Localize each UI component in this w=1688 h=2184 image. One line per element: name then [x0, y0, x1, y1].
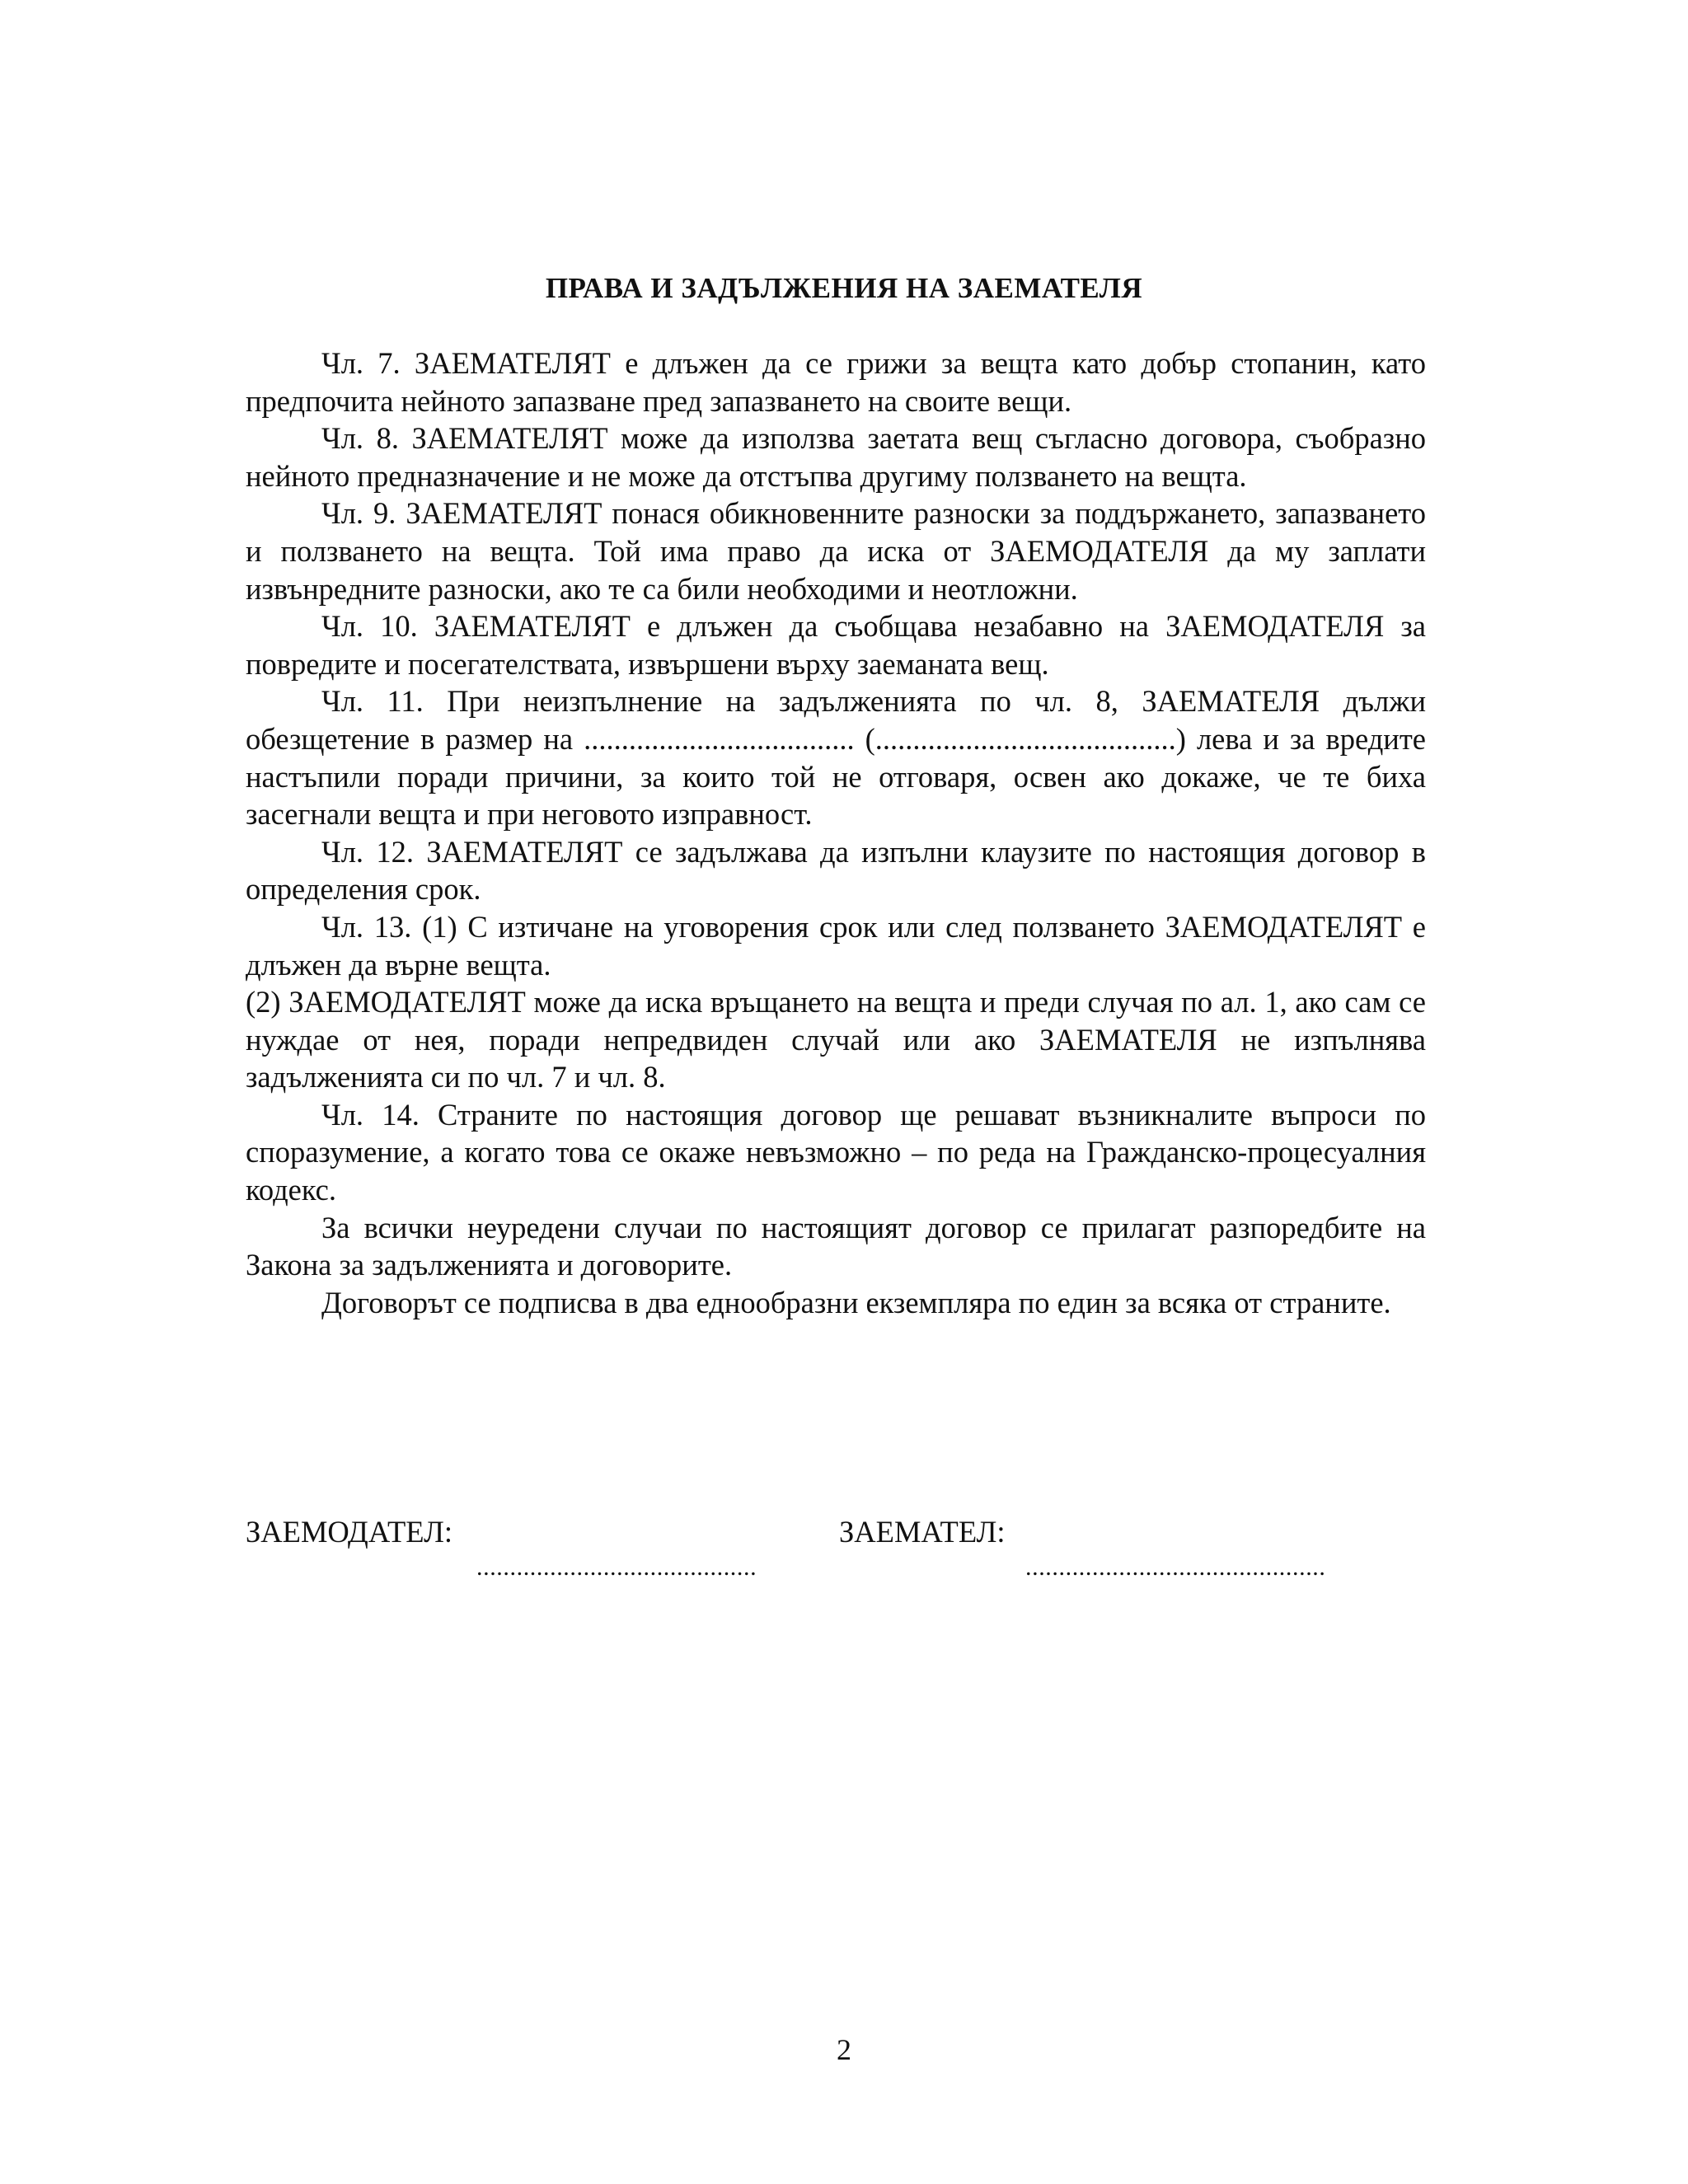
borrower-signature-label: ЗАЕМАТЕЛ: — [839, 1515, 1006, 1549]
contract-body — [246, 344, 1426, 1321]
article-10: Чл. 10. ЗАЕМАТЕЛЯТ е длъжен да съобщава незабавно на ЗАЕМОДАТЕЛЯ за повредите и посегателствата, извършени върху заеманата вещ. — [246, 609, 1426, 681]
article-14: Чл. 14. Страните по настоящия договор ще решават възникналите въпроси по споразумение, а когато това се окаже невъзможно – по реда на Гражданско-процесуалния кодекс. — [246, 1097, 1426, 1207]
lender-signature-line: .......................................... — [476, 1554, 757, 1581]
page-number: 2 — [837, 2033, 851, 2066]
article-7: Чл. 7. ЗАЕМАТЕЛЯТ е длъжен да се грижи за вещта като добър стопанин, като предпочита нейното запазване пред запазването на своите вещи. — [246, 346, 1426, 418]
section-heading: ПРАВА И ЗАДЪЛЖЕНИЯ НА ЗАЕМАТЕЛЯ — [545, 272, 1143, 304]
closing-clause-law: За всички неуредени случаи по настоящият договор се прилагат разпоредбите на Закона за задълженията и договорите. — [246, 1210, 1426, 1282]
borrower-signature-line: ............................................. — [1025, 1554, 1326, 1581]
article-11: Чл. 11. При неизпълнение на задълженията по чл. 8, ЗАЕМАТЕЛЯ дължи обезщетение в размер на .................................... (........................................) лева и за вредите настъпили поради причини, за които той не отговаря, освен ако докаже, че те биха засегнали вещта и при неговото изправност. — [246, 684, 1426, 832]
article-9: Чл. 9. ЗАЕМАТЕЛЯТ понася обикновенните разноски за поддържането, запазването и ползването на вещта. Той има право да иска от ЗАЕМОДАТЕЛЯ да му заплати извънредните разноски, ако те са били необходими и неотложни. — [246, 496, 1426, 606]
closing-clause-copies: Договорът се подписва в два еднообразни екземпляра по един за всяка от страните. — [321, 1285, 1391, 1319]
article-13-para-1: Чл. 13. (1) С изтичане на уговорения срок или след ползването ЗАЕМОДАТЕЛЯТ е длъжен да върне вещта. — [246, 909, 1426, 982]
article-8: Чл. 8. ЗАЕМАТЕЛЯТ може да използва заетата вещ съгласно договора, съобразно нейното предназначение и не може да отстъпва другиму ползването на вещта. — [246, 421, 1426, 493]
lender-signature-label: ЗАЕМОДАТЕЛ: — [246, 1515, 452, 1549]
article-12: Чл. 12. ЗАЕМАТЕЛЯТ се задължава да изпълни клаузите по настоящия договор в определения срок. — [246, 834, 1426, 907]
article-13-para-2: (2) ЗАЕМОДАТЕЛЯТ може да иска връщането на вещта и преди случая по ал. 1, ако сам се нуждае от нея, поради непредвиден случай или ако ЗАЕМАТЕЛЯ не изпълнява задълженията си по чл. 7 и чл. 8. — [246, 985, 1426, 1094]
